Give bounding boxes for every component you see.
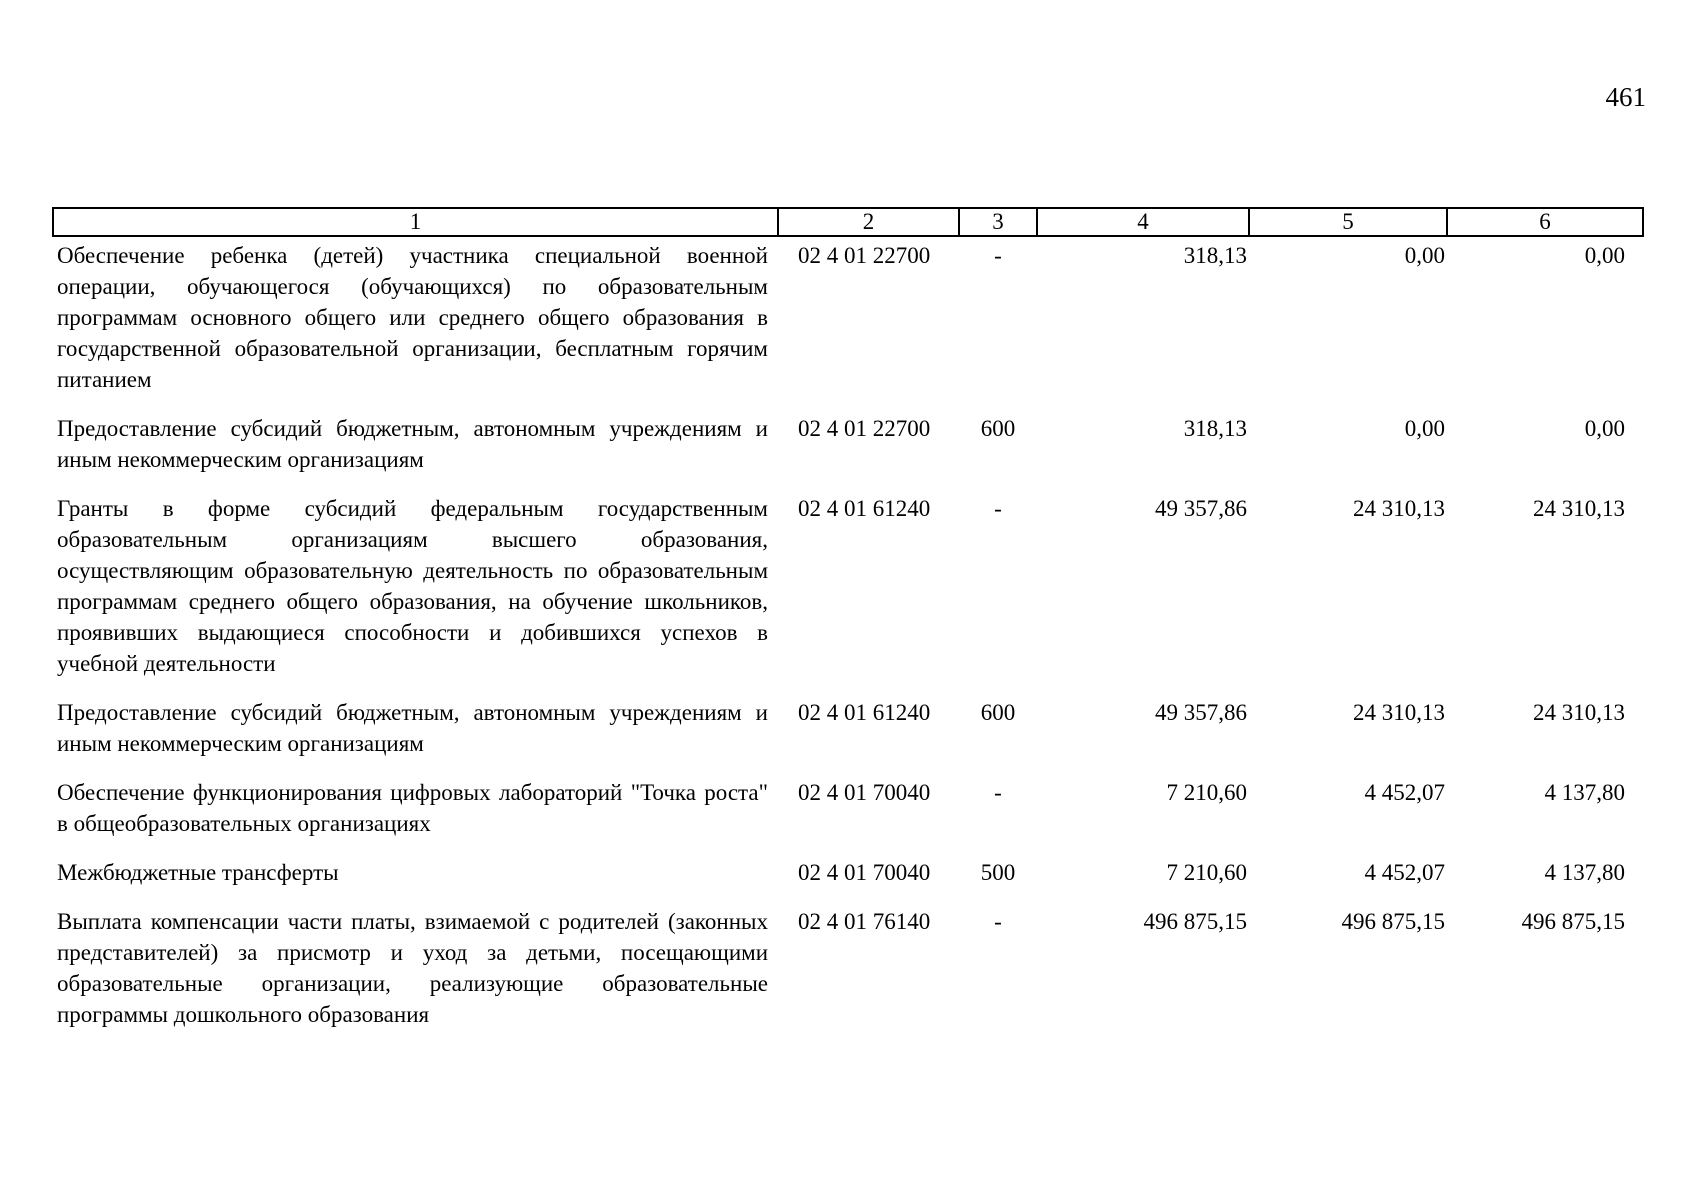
row-description: Выплата компенсации части платы, взимаемой с родителей (законных представителей) за присмотр и уход за детьми, посещающими образовательные организации, реализующие образовательные программы дошкольного образования: [57, 909, 768, 1027]
row-value-4: 318,13: [1183, 243, 1247, 268]
row-value-6: 4 137,80: [1544, 780, 1625, 805]
row-value-6: 24 310,13: [1533, 700, 1625, 725]
row-value-4: 49 357,86: [1155, 700, 1247, 725]
table-row: [53, 906, 1643, 1048]
row-expense-type: -: [994, 780, 1002, 805]
row-code: 02 4 01 76140: [798, 909, 931, 934]
column-header-2: 2: [778, 208, 959, 236]
row-expense-type: -: [994, 909, 1002, 934]
row-value-4: 318,13: [1183, 416, 1247, 441]
row-description: Гранты в форме субсидий федеральным государственным образовательным организациям высшего образования, осуществляющим образовательную деятельность по образовательным программам среднего общего образования, на обучение школьников, проявивших выдающиеся способности и добившихся успехов в учебной деятельности: [57, 496, 768, 676]
table-row: [53, 493, 1643, 697]
row-description: Предоставление субсидий бюджетным, автономным учреждениям и иным некоммерческим организациям: [57, 700, 768, 756]
row-code: 02 4 01 22700: [798, 416, 931, 441]
row-description: Обеспечение ребенка (детей) участника специальной военной операции, обучающегося (обучающихся) по образовательным программам основного общего или среднего общего образования в государственной образовательной организации, бесплатным горячим питанием: [57, 243, 768, 392]
row-value-4: 496 875,15: [1143, 909, 1247, 934]
header-row: [53, 208, 1643, 236]
row-value-5: 496 875,15: [1341, 909, 1445, 934]
row-code: 02 4 01 61240: [798, 700, 931, 725]
row-value-4: 49 357,86: [1155, 496, 1247, 521]
row-code: 02 4 01 22700: [798, 243, 931, 268]
row-value-5: 24 310,13: [1353, 700, 1445, 725]
table-row: [53, 857, 1643, 906]
row-expense-type: 600: [980, 416, 1016, 441]
row-expense-type: 500: [980, 860, 1016, 885]
table-row: [53, 777, 1643, 857]
row-value-6: 0,00: [1584, 243, 1625, 268]
column-header-1: 1: [53, 208, 778, 236]
row-code: 02 4 01 70040: [798, 780, 931, 805]
row-expense-type: 600: [980, 700, 1016, 725]
row-value-6: 4 137,80: [1544, 860, 1625, 885]
row-value-6: 24 310,13: [1533, 496, 1625, 521]
column-header-3: 3: [959, 208, 1037, 236]
row-description: Предоставление субсидий бюджетным, автономным учреждениям и иным некоммерческим организациям: [57, 416, 768, 472]
row-value-5: 24 310,13: [1353, 496, 1445, 521]
table-row: [53, 236, 1643, 413]
table-row: [53, 413, 1643, 493]
page-number: 461: [1605, 82, 1646, 112]
column-header-4: 4: [1037, 208, 1249, 236]
row-expense-type: -: [994, 243, 1002, 268]
row-code: 02 4 01 70040: [798, 860, 931, 885]
row-value-6: 496 875,15: [1521, 909, 1625, 934]
row-value-4: 7 210,60: [1166, 860, 1247, 885]
row-value-5: 0,00: [1404, 416, 1445, 441]
row-code: 02 4 01 61240: [798, 496, 931, 521]
row-value-5: 4 452,07: [1364, 780, 1445, 805]
table-row: [53, 697, 1643, 777]
budget-table: [52, 207, 1644, 1048]
column-header-5: 5: [1249, 208, 1447, 236]
row-value-5: 0,00: [1404, 243, 1445, 268]
row-expense-type: -: [994, 496, 1002, 521]
row-description: Обеспечение функционирования цифровых лабораторий "Точка роста" в общеобразовательных организациях: [57, 780, 768, 836]
row-value-6: 0,00: [1584, 416, 1625, 441]
row-description: Межбюджетные трансферты: [57, 860, 339, 885]
row-value-4: 7 210,60: [1166, 780, 1247, 805]
row-value-5: 4 452,07: [1364, 860, 1445, 885]
column-header-6: 6: [1447, 208, 1643, 236]
